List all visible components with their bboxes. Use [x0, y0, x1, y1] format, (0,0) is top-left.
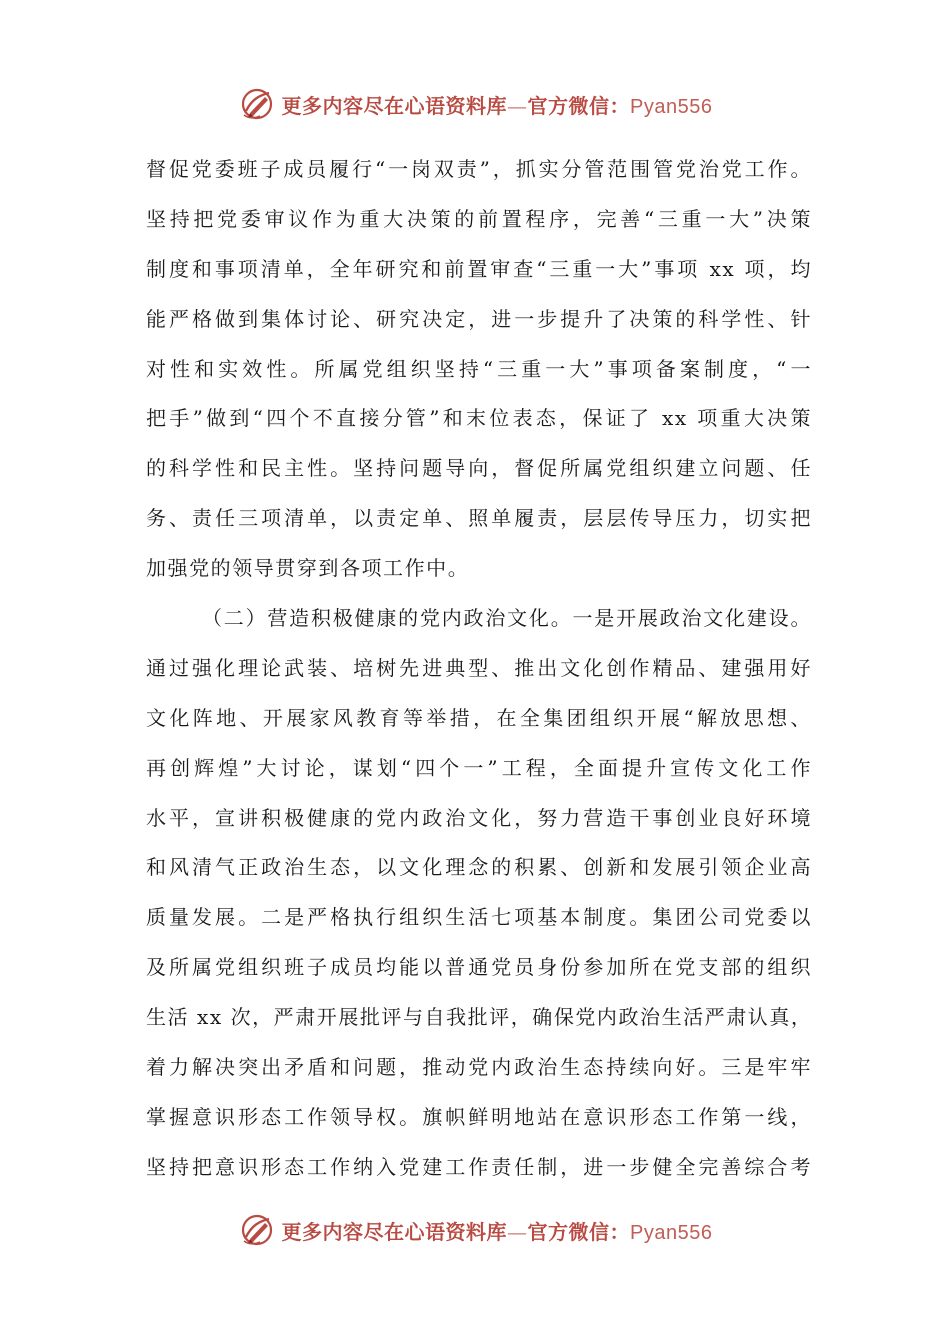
watermark-text [282, 1216, 713, 1245]
body-line: 务、责任三项清单，以责定单、照单履责，层层传导压力，切实把 [146, 506, 812, 531]
document-body [146, 145, 812, 1193]
watermark-text [282, 90, 713, 119]
body-line: 能严格做到集体讨论、研究决定，进一步提升了决策的科学性、针 [146, 306, 812, 331]
body-line: 把手”做到“四个不直接分管”和末位表态，保证了 xx 项重大决策 [146, 406, 812, 431]
body-line: 再创辉煌”大讨论，谋划“四个一”工程，全面提升宣传文化工作 [146, 755, 812, 780]
body-line: 文化阵地、开展家风教育等举措，在全集团组织开展“解放思想、 [146, 705, 812, 730]
body-line: 通过强化理论武装、培树先进典型、推出文化创作精品、建强用好 [146, 655, 812, 680]
watermark-separator: — [507, 93, 528, 118]
body-line: 掌握意识形态工作领导权。旗帜鲜明地站在意识形态工作第一线， [146, 1104, 812, 1129]
section-heading-line: （二）营造积极健康的党内政治文化。一是开展政治文化建设。 [202, 606, 812, 631]
body-line: 着力解决突出矛盾和问题，推动党内政治生态持续向好。三是牢牢 [146, 1055, 812, 1080]
watermark-wechat-label: 官方微信： [527, 93, 631, 118]
body-line: 和风清气正政治生态，以文化理念的积累、创新和发展引领企业高 [146, 855, 812, 880]
body-line: 制度和事项清单，全年研究和前置审查“三重一大”事项 xx 项，均 [146, 256, 812, 281]
body-line: 生活 xx 次，严肃开展批评与自我批评，确保党内政治生活严肃认真， [146, 1005, 813, 1030]
pen-swirl-logo-icon [238, 1211, 276, 1249]
header-watermark-banner [0, 82, 950, 126]
body-line: 及所属党组织班子成员均能以普通党员身份参加所在党支部的组织 [146, 955, 812, 980]
watermark-wechat-id: Pyan556 [630, 95, 713, 118]
watermark-main-text: 更多内容尽在心语资料库 [281, 1219, 508, 1244]
body-line: 质量发展。二是严格执行组织生活七项基本制度。集团公司党委以 [146, 905, 812, 930]
body-line: 督促党委班子成员履行“一岗双责”，抓实分管范围管党治党工作。 [146, 157, 812, 181]
body-line: 加强党的领导贯穿到各项工作中。 [146, 556, 470, 581]
watermark-wechat-id: Pyan556 [630, 1221, 713, 1244]
body-line: 水平，宣讲积极健康的党内政治文化，努力营造干事创业良好环境 [146, 805, 812, 830]
footer-watermark-banner [0, 1208, 950, 1252]
body-line: 坚持把党委审议作为重大决策的前置程序，完善“三重一大”决策 [146, 206, 812, 231]
pen-swirl-logo-icon [238, 85, 276, 123]
body-line: 对性和实效性。所属党组织坚持“三重一大”事项备案制度，“一 [146, 356, 812, 381]
watermark-wechat-label: 官方微信： [527, 1219, 631, 1244]
body-line: 坚持把意识形态工作纳入党建工作责任制，进一步健全完善综合考 [146, 1154, 812, 1179]
watermark-separator: — [507, 1219, 528, 1244]
watermark-main-text: 更多内容尽在心语资料库 [281, 93, 508, 118]
body-line: 的科学性和民主性。坚持问题导向，督促所属党组织建立问题、任 [146, 456, 812, 481]
